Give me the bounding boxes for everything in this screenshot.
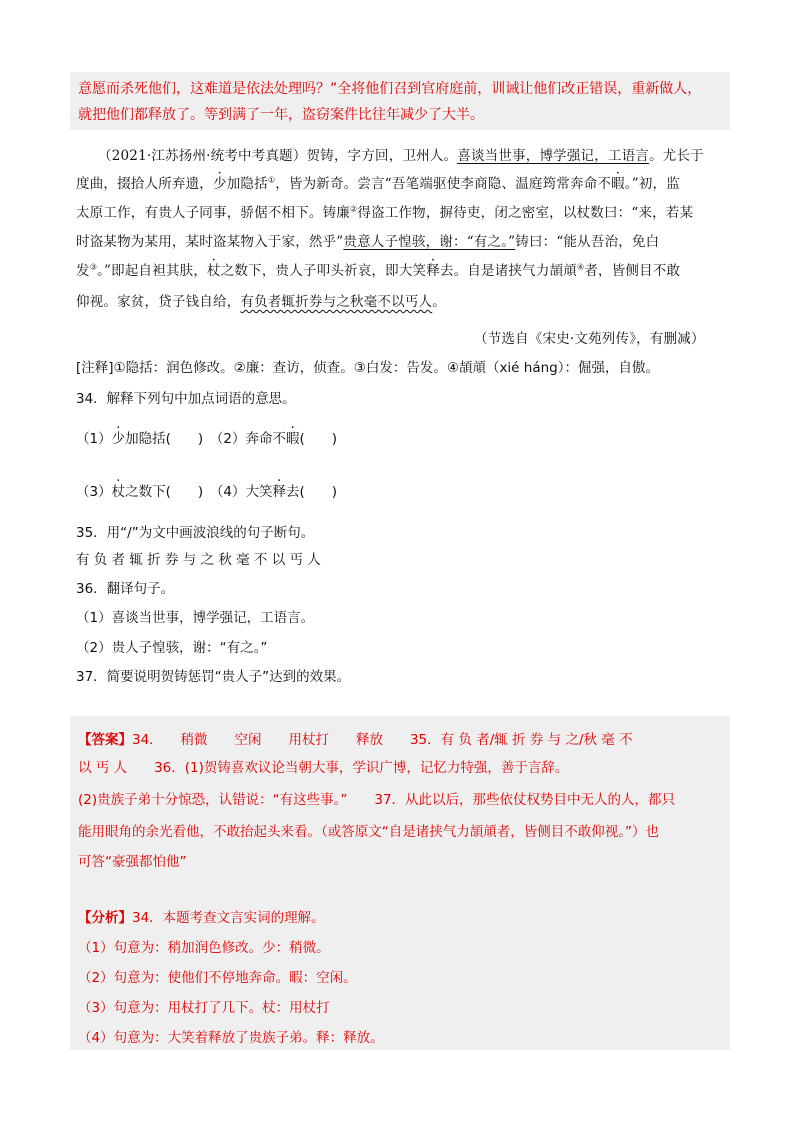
question-36-1: （1）喜谈当世事，博学强记，工语言。: [76, 610, 315, 626]
passage-line-4: [76, 230, 659, 250]
dotted-word: 释: [272, 484, 286, 500]
answer-line-5: 可答“豪强都怕他”: [78, 854, 187, 870]
dotted-word-shi: 释: [426, 263, 440, 279]
underlined-sentence-1: 喜谈当世事，博学强记，工语言: [457, 148, 650, 164]
passage-text: 发: [76, 263, 90, 279]
analysis-tag: 【分析】: [78, 910, 132, 926]
passage-text: 太原工作，有贵人子同事，骄倨不相下。铸廉: [76, 205, 350, 221]
passage-text: （2021·江苏扬州·统考中考真题）贺铸，字方回，卫州人。: [98, 148, 458, 164]
answer-line-3: (2)贵族子弟十分惊恐，认错说：“有这些事。” 37．从此以后，那些依仗权势目中无人的人，都只: [78, 792, 676, 808]
analysis-line-1: [78, 906, 325, 926]
dotted-word-zhang: 杖: [207, 263, 221, 279]
analysis-line-4: （3）句意为：用杖打了几下。杖：用杖打: [78, 1000, 330, 1016]
passage-text: 度曲，掇拾人所弃遗，: [76, 176, 213, 192]
question-text: 去( ): [285, 484, 338, 500]
annotation-notes: [注释]①隐括：润色修改。②廉：查访，侦查。③白发：告发。④頡頏（xié háng）：倔强，自傲。: [76, 360, 659, 376]
passage-text: 铸曰：“能从吾治，免白: [515, 234, 660, 250]
question-34: 34．解释下列句中加点词语的意思。: [76, 391, 296, 407]
analysis-text: 34．本题考查文言实词的理解。: [132, 910, 325, 926]
passage-line-1: [98, 144, 704, 164]
passage-text: 时盗某物为某用，某时盗某物入于家，然乎”: [76, 234, 344, 250]
passage-text: 。: [432, 294, 446, 310]
question-34-line-1: [76, 427, 337, 447]
passage-text: 。”即起自袒其肤，: [97, 263, 208, 279]
dotted-word: 杖: [111, 484, 126, 500]
dotted-word-shao: 少: [213, 176, 227, 192]
question-text: 加隐括( ) （2）奔命不: [125, 431, 286, 447]
dotted-word: 暇: [285, 431, 300, 447]
question-text: （3）: [76, 484, 112, 500]
question-36-2: （2）贵人子惶骇，谢：“有之。”: [76, 640, 268, 656]
passage-line-5: [76, 259, 680, 279]
passage-line-3: [76, 201, 693, 221]
previous-answer-block: [70, 72, 730, 130]
note-marker-3: ③: [89, 262, 98, 272]
dotted-word-xia: 暇: [611, 176, 625, 192]
passage-source: （节选自《宋史·文苑列传》，有删减）: [474, 331, 705, 347]
question-text: （1）: [76, 431, 112, 447]
passage-text: 者，皆侧目不敢: [584, 263, 681, 279]
passage-line-2: [76, 172, 680, 192]
passage-text: 加隐括: [226, 176, 268, 192]
analysis-line-5: （4）句意为：大笑着释放了贵族子弟。释：释放。: [78, 1030, 384, 1046]
question-text: ( ): [299, 431, 338, 447]
question-35: 35．用“/”为文中画波浪线的句子断句。: [76, 525, 315, 541]
passage-line-6: [76, 290, 446, 310]
passage-text: 得盗工作物，摒待吏，闭之密室，以杖数曰：“来，若某: [357, 205, 694, 221]
answer-line-4: 能用眼角的余光看他，不敢抬起头来看。（或答原文“自是诸挟气力頡頏者，皆侧目不敢仰视。”）也: [78, 824, 659, 840]
question-text: 之数下( ) （4）大笑: [125, 484, 273, 500]
note-marker-1: ①: [267, 175, 276, 185]
passage-text: 之数下，贵人子叩头祈哀，即大笑: [220, 263, 427, 279]
analysis-line-3: （2）句意为：使他们不停地奔命。暇：空闲。: [78, 970, 357, 986]
question-35-sentence: 有 负 者 辄 折 券 与 之 秋 毫 不 以 丐 人: [76, 552, 321, 568]
passage-text: 仰视。家贫，贷子钱自给，: [76, 294, 241, 310]
wavy-underlined-sentence: 有负者辄折券与之秋毫不以丐人: [240, 294, 433, 310]
passage-text: ，皆为新奇。尝言“吾笔端驱使李商隐、温庭筠常奔命不: [275, 176, 612, 192]
previous-answer-line-2: 就把他们都释放了。等到满了一年，盗窃案件比往年减少了大半。: [78, 107, 484, 123]
passage-text: 。尤长于: [649, 148, 704, 164]
question-36: 36．翻译句子。: [76, 581, 175, 597]
previous-answer-line-1: 意愿而杀死他们，这难道是依法处理吗？”全将他们召到官府庭前，训诫让他们改正错误，重新做人，: [78, 81, 702, 97]
question-37: 37．简要说明贺铸惩罚“贵人子”达到的效果。: [76, 669, 351, 685]
answer-tag: 【答案】: [78, 732, 132, 748]
answer-line-2: 以 丐 人 36．(1)贺铸喜欢议论当朝大事，学识广博，记忆力特强，善于言辞。: [78, 760, 569, 776]
question-34-line-2: [76, 480, 337, 500]
note-marker-4: ④: [576, 262, 585, 272]
analysis-line-2: （1）句意为：稍加润色修改。少：稍微。: [78, 940, 330, 956]
dotted-word: 少: [111, 431, 126, 447]
passage-text: 去。自是诸挟气力頡頏: [439, 263, 577, 279]
answer-analysis-block: [70, 716, 730, 1050]
answer-text: 34. 稍微 空闲 用杖打 释放 35．有 负 者/辄 折 券 与 之/秋 毫 不: [132, 732, 633, 748]
answer-line-1: [78, 728, 633, 748]
note-marker-2: ②: [350, 204, 358, 214]
underlined-sentence-2: 贵意人子惶骇，谢：“有之。”: [343, 234, 516, 250]
passage-text: 。”初，监: [624, 176, 680, 192]
